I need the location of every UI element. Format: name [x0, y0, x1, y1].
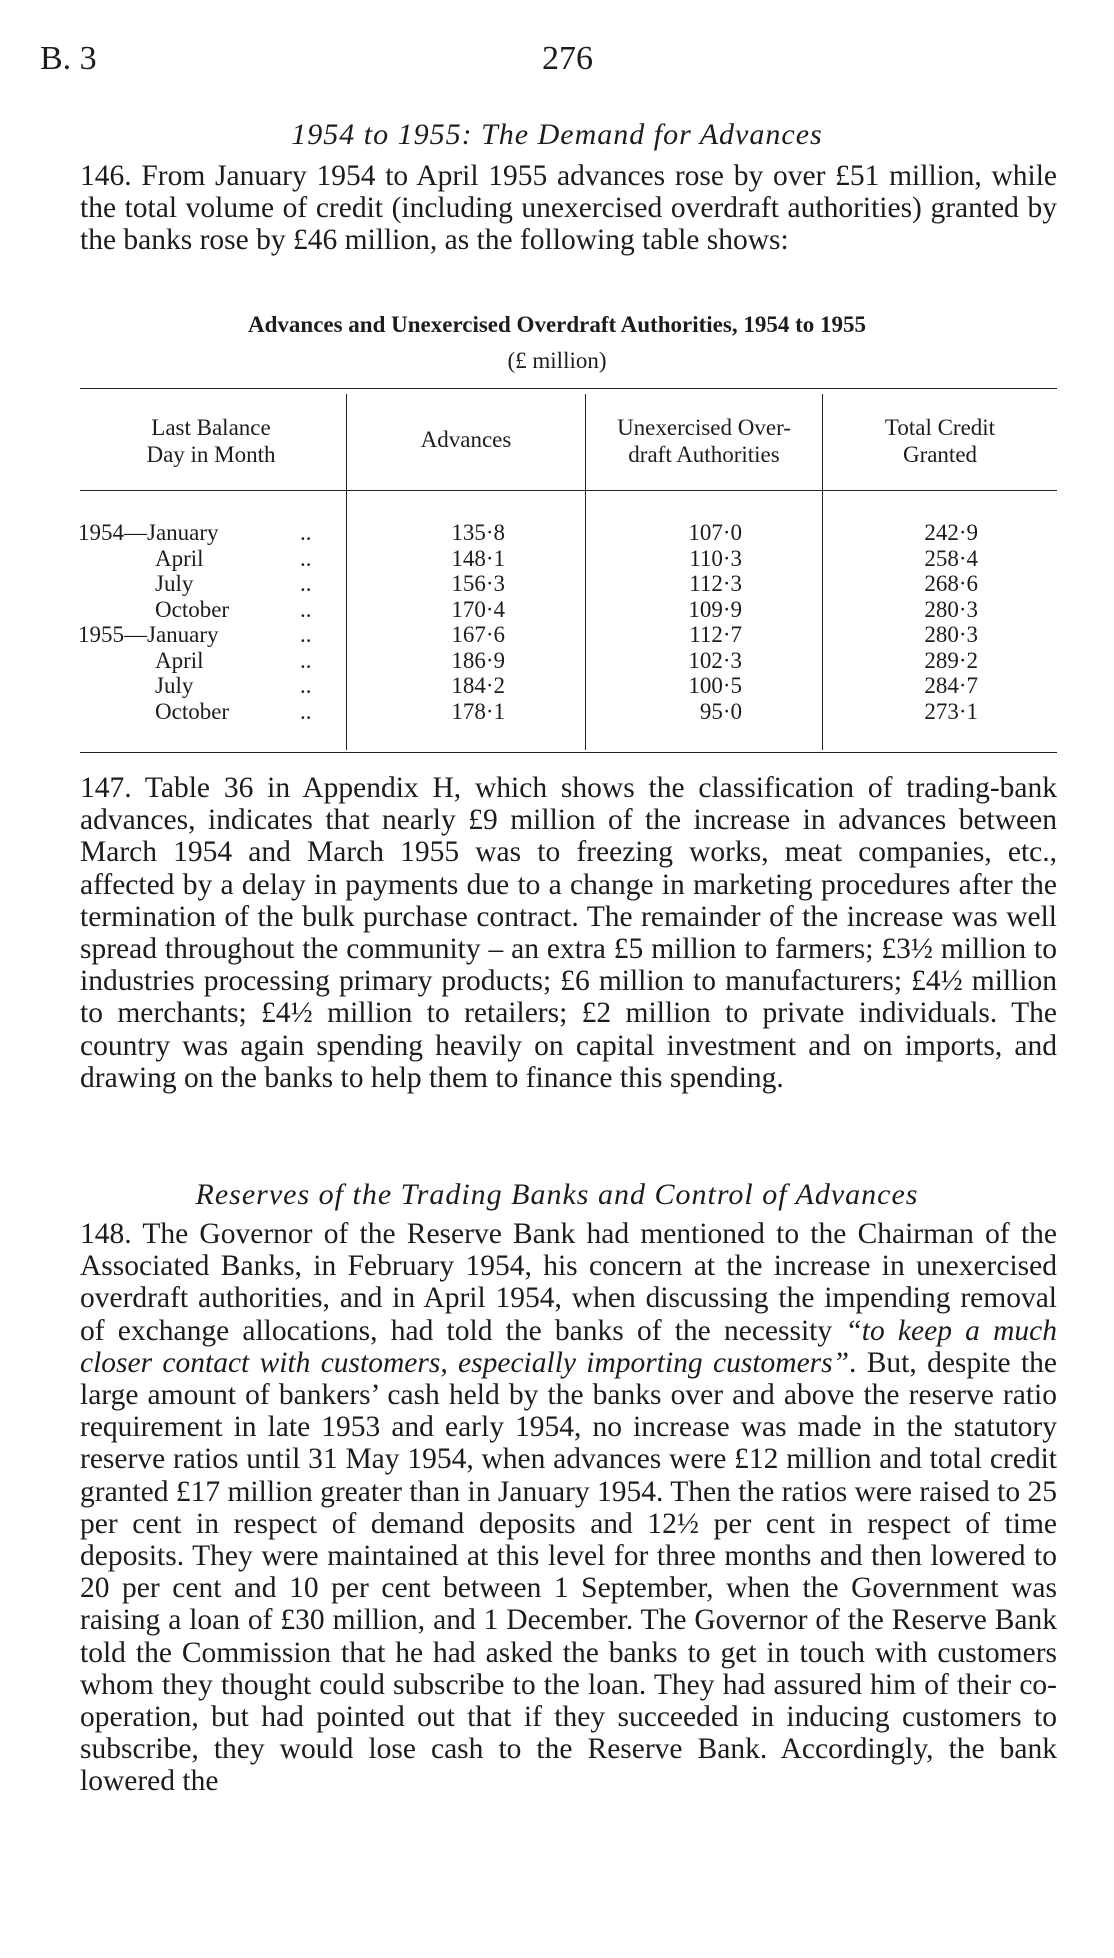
column-header-advances: Advances: [420, 427, 512, 452]
cell-advances: 186·9: [451, 647, 505, 673]
cell-advances: 167·6: [451, 622, 505, 647]
row-label: July: [155, 571, 194, 596]
table-bottom-rule: [80, 752, 1057, 753]
cell-total: 242·9: [924, 520, 978, 545]
column-header-line: Unexercised Over-: [617, 415, 791, 440]
paragraph-148-text: 148. The Governor of the Reserve Bank had mentioned to the Chairman of the Associated Banks, in February 1954, his concern at the increase in unexercised overdraft authorities, and in April 1954, when discussing the impending removal of exchange allocations, had told the banks of the necessity: [80, 1218, 1057, 1347]
cell-total: 268·6: [924, 571, 978, 596]
section-heading-demand-for-advances: 1954 to 1955: The Demand for Advances: [291, 118, 823, 151]
row-leader-dots: ..: [300, 673, 312, 698]
row-leader-dots: ..: [300, 520, 312, 545]
cell-unexercised: 112·3: [689, 571, 742, 596]
paragraph-146: 146. From January 1954 to April 1955 advances rose by over £51 million, while the total volume of credit (including unexercised overdraft authorities) granted by the banks rose by £46 million, as the following table shows:: [80, 160, 1057, 257]
table-top-rule: [80, 388, 1057, 389]
column-header-unexercised: [586, 414, 822, 468]
column-header-last-balance-day: [80, 414, 342, 468]
table-title: Advances and Unexercised Overdraft Authorities, 1954 to 1955: [248, 312, 866, 337]
column-header-total-credit: [823, 414, 1057, 468]
column-header-line: Total Credit: [884, 415, 996, 440]
row-label: April: [155, 647, 204, 673]
cell-unexercised: 107·0: [688, 520, 742, 545]
table-column-divider: [585, 394, 586, 750]
column-header-line: Granted: [902, 442, 978, 467]
cell-unexercised: 112·7: [689, 622, 742, 647]
cell-advances: 170·4: [451, 596, 505, 622]
cell-unexercised: 102·3: [688, 647, 742, 673]
cell-unexercised: 95·0: [699, 698, 742, 724]
table-column-divider: [346, 394, 347, 750]
row-leader-dots: ..: [300, 545, 312, 571]
row-label: October: [155, 596, 230, 622]
section-heading-reserves: Reserves of the Trading Banks and Control of Advances: [195, 1178, 919, 1211]
cell-total: 284·7: [924, 673, 978, 698]
paragraph-147: 147. Table 36 in Appendix H, which shows the classification of trading-bank advances, indicates that nearly £9 million of the increase in advances between March 1954 and March 1955 was to freezing works, meat companies, etc., affected by a delay in payments due to a change in marketing procedures after the termination of the bulk purchase contract. The remainder of the increase was well spread throughout the community – an extra £5 million to farmers; £3½ million to industries processing primary products; £6 million to manufacturers; £4½ million to merchants; £4½ million to retailers; £2 million to private individuals. The country was again spending heavily on capital investment and on imports, and drawing on the banks to help them to finance this spending.: [80, 772, 1057, 1094]
cell-advances: 184·2: [451, 673, 505, 698]
table-header-rule: [80, 490, 1057, 491]
cell-total: 280·3: [924, 596, 978, 622]
row-label: 1955—January: [78, 622, 219, 647]
row-leader-dots: ..: [300, 698, 312, 724]
paragraph-148-text: . But, despite the large amount of bankers’ cash held by the banks over and above the reserve ratio requirement in late 1953 and early 1954, no increase was made in the statutory reserve ratios until 31 May 1954, when advances were £12 million and total credit granted £17 million greater than in January 1954. Then the ratios were raised to 25 per cent in respect of demand deposits and 12½ per cent in respect of time deposits. They were maintained at this level for three months and then lowered to 20 per cent and 10 per cent between 1 September, when the Government was raising a loan of £30 million, and 1 December. The Governor of the Reserve Bank told the Commission that he had asked the banks to get in touch with customers whom they thought could subscribe to the loan. They had assured him of their co-operation, but had pointed out that if they succeeded in inducing customers to subscribe, they would lose cash to the Reserve Bank. Accordingly, the bank lowered the: [80, 1346, 1057, 1798]
page-number: 276: [542, 40, 593, 77]
column-header-line: draft Authorities: [628, 442, 780, 467]
cell-total: 280·3: [924, 622, 978, 647]
row-label: April: [155, 545, 204, 571]
cell-advances: 148·1: [451, 545, 505, 571]
row-leader-dots: ..: [300, 571, 312, 596]
row-leader-dots: ..: [300, 622, 312, 647]
row-leader-dots: ..: [300, 596, 312, 622]
cell-unexercised: 100·5: [688, 673, 742, 698]
cell-total: 273·1: [924, 698, 978, 724]
cell-total: 258·4: [924, 545, 978, 571]
cell-advances: 178·1: [451, 698, 505, 724]
row-leader-dots: ..: [300, 647, 312, 673]
cell-advances: 135·8: [451, 520, 505, 545]
cell-total: 289·2: [924, 647, 978, 673]
row-label: October: [155, 698, 230, 724]
table-column-divider: [822, 394, 823, 750]
cell-advances: 156·3: [451, 571, 505, 596]
paragraph-148: [80, 1218, 1057, 1798]
column-header-line: Day in Month: [146, 442, 276, 467]
header-code: B. 3: [40, 40, 97, 77]
cell-unexercised: 110·3: [689, 545, 742, 571]
cell-unexercised: 109·9: [688, 596, 742, 622]
row-label: July: [155, 673, 194, 698]
paragraph-148-quote: “to keep a much closer contact with customers, especially importing customers”: [80, 1314, 1058, 1379]
column-header-line: Last Balance: [151, 415, 271, 440]
row-label: 1954—January: [78, 520, 219, 545]
table-unit: (£ million): [507, 348, 607, 373]
